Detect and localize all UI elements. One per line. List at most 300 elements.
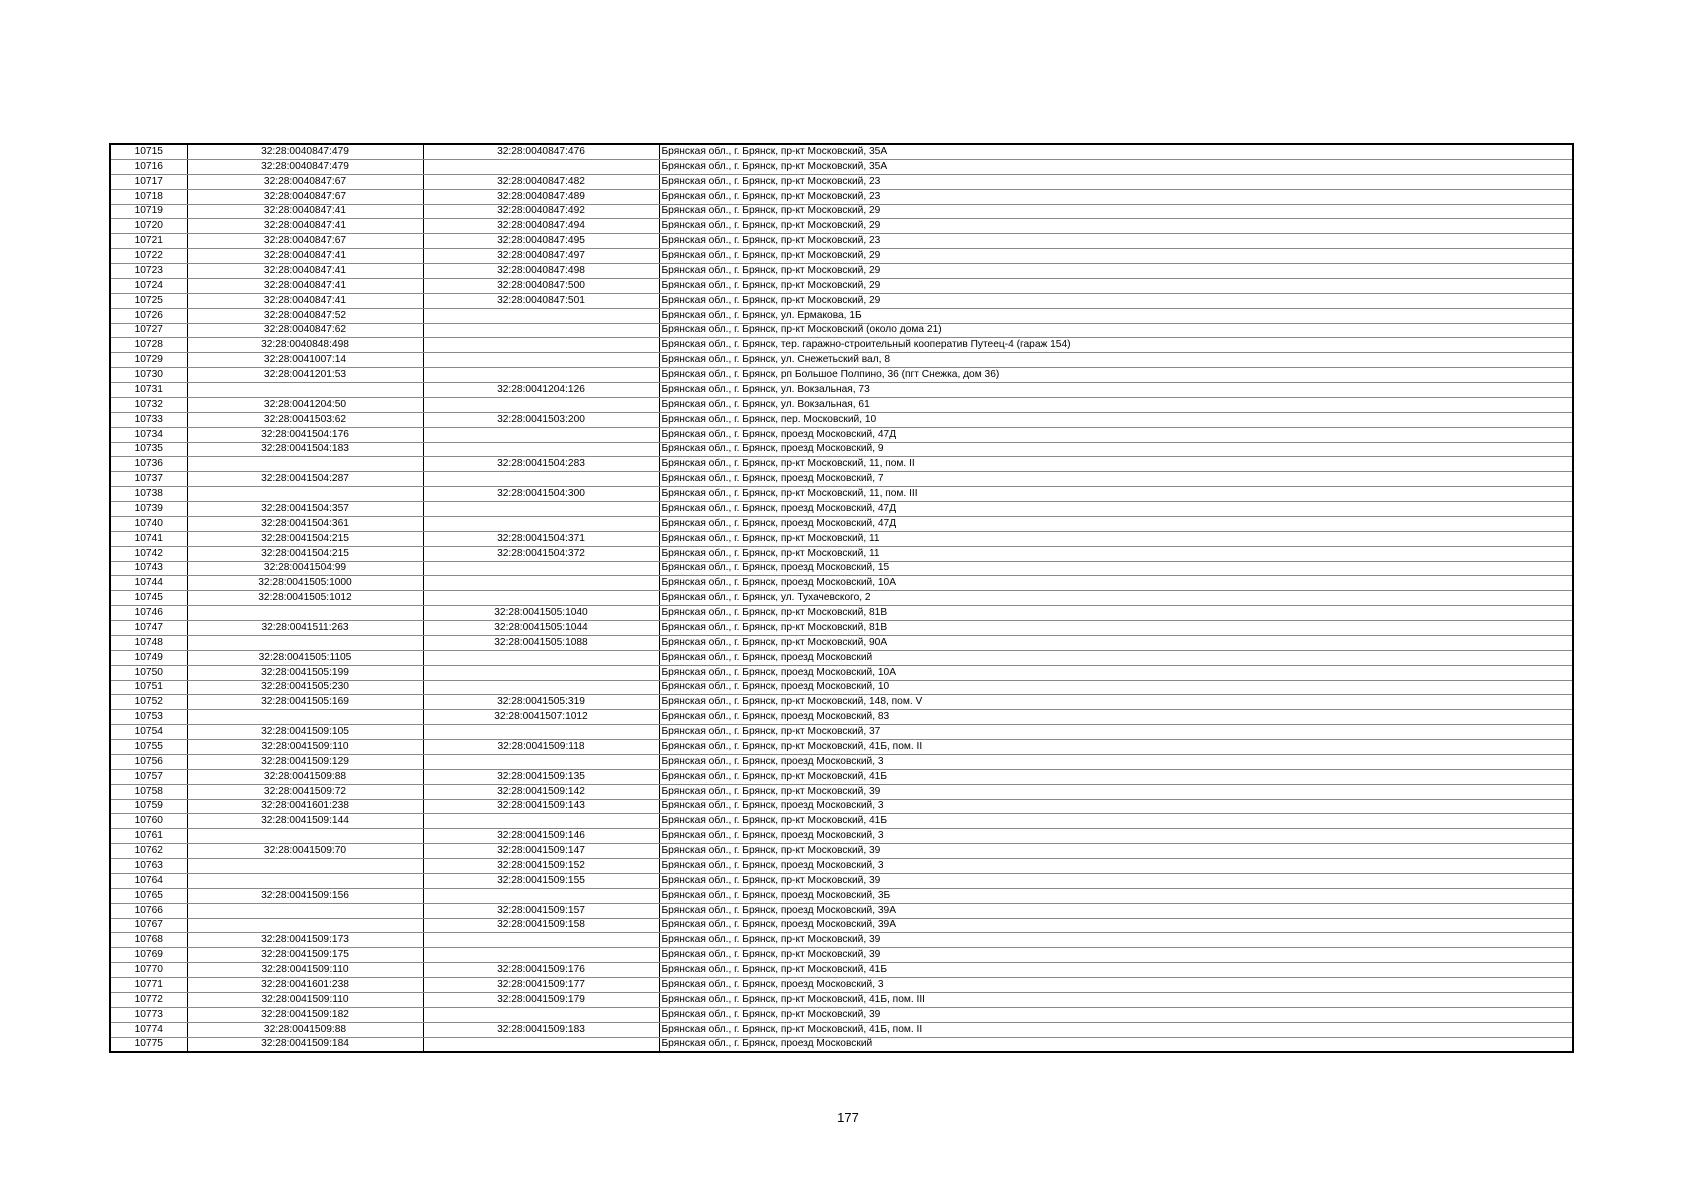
address-cell: Брянская обл., г. Брянск, проезд Московский	[659, 1037, 1573, 1052]
table-row	[110, 873, 1573, 888]
cadastral-number-object-cell: 32:28:0041509:143	[423, 799, 659, 814]
address-cell: Брянская обл., г. Брянск, пр-кт Московский, 41Б, пом. III	[659, 992, 1573, 1007]
cadastral-number-object-cell	[423, 933, 659, 948]
table-row	[110, 397, 1573, 412]
cadastral-number-parcel-cell: 32:28:0041509:156	[187, 888, 423, 903]
row-number-cell: 10771	[110, 978, 187, 993]
address-cell: Брянская обл., г. Брянск, пр-кт Московский, 11	[659, 546, 1573, 561]
address-cell: Брянская обл., г. Брянск, пр-кт Московский, 29	[659, 293, 1573, 308]
cadastral-number-object-cell: 32:28:0040847:500	[423, 278, 659, 293]
table-row	[110, 978, 1573, 993]
cadastral-number-object-cell: 32:28:0041509:155	[423, 873, 659, 888]
cadastral-number-parcel-cell	[187, 903, 423, 918]
table-row	[110, 948, 1573, 963]
cadastral-number-object-cell	[423, 650, 659, 665]
table-row	[110, 427, 1573, 442]
row-number-cell: 10729	[110, 353, 187, 368]
row-number-cell: 10731	[110, 383, 187, 398]
row-number-cell: 10742	[110, 546, 187, 561]
cadastral-number-parcel-cell: 32:28:0041509:144	[187, 814, 423, 829]
cadastral-number-object-cell	[423, 561, 659, 576]
table-row	[110, 308, 1573, 323]
table-row	[110, 784, 1573, 799]
cadastral-number-parcel-cell: 32:28:0040847:67	[187, 174, 423, 189]
table-row	[110, 621, 1573, 636]
table-row	[110, 546, 1573, 561]
table-row	[110, 1022, 1573, 1037]
cadastral-number-parcel-cell: 32:28:0041509:110	[187, 740, 423, 755]
cadastral-number-object-cell: 32:28:0041509:177	[423, 978, 659, 993]
cadastral-number-parcel-cell: 32:28:0040847:67	[187, 234, 423, 249]
cadastral-number-object-cell	[423, 397, 659, 412]
table-row	[110, 576, 1573, 591]
address-cell: Брянская обл., г. Брянск, ул. Снежетьский вал, 8	[659, 353, 1573, 368]
address-cell: Брянская обл., г. Брянск, проезд Московский, 10А	[659, 576, 1573, 591]
cadastral-number-parcel-cell: 32:28:0041504:183	[187, 442, 423, 457]
cadastral-number-parcel-cell: 32:28:0041509:129	[187, 754, 423, 769]
address-cell: Брянская обл., г. Брянск, пр-кт Московский (около дома 21)	[659, 323, 1573, 338]
address-cell: Брянская обл., г. Брянск, пр-кт Московский, 35А	[659, 144, 1573, 159]
cadastral-number-parcel-cell: 32:28:0040847:41	[187, 293, 423, 308]
table-row	[110, 487, 1573, 502]
address-cell: Брянская обл., г. Брянск, проезд Московский, 3Б	[659, 888, 1573, 903]
cadastral-number-object-cell: 32:28:0041504:300	[423, 487, 659, 502]
cadastral-number-object-cell	[423, 725, 659, 740]
table-row	[110, 799, 1573, 814]
cadastral-number-object-cell: 32:28:0041509:176	[423, 963, 659, 978]
row-number-cell: 10753	[110, 710, 187, 725]
cadastral-number-parcel-cell: 32:28:0040847:479	[187, 144, 423, 159]
row-number-cell: 10748	[110, 635, 187, 650]
row-number-cell: 10756	[110, 754, 187, 769]
table-row	[110, 695, 1573, 710]
cadastral-number-parcel-cell: 32:28:0041204:50	[187, 397, 423, 412]
registry-table-body	[110, 144, 1573, 1052]
cadastral-number-parcel-cell	[187, 457, 423, 472]
table-row	[110, 531, 1573, 546]
address-cell: Брянская обл., г. Брянск, ул. Тухачевского, 2	[659, 591, 1573, 606]
table-row	[110, 561, 1573, 576]
row-number-cell: 10774	[110, 1022, 187, 1037]
cadastral-number-object-cell	[423, 814, 659, 829]
table-row	[110, 502, 1573, 517]
cadastral-number-object-cell	[423, 1007, 659, 1022]
page-number: 177	[837, 1110, 859, 1125]
address-cell: Брянская обл., г. Брянск, проезд Московский, 83	[659, 710, 1573, 725]
cadastral-number-parcel-cell: 32:28:0040847:52	[187, 308, 423, 323]
cadastral-number-parcel-cell: 32:28:0040847:41	[187, 219, 423, 234]
address-cell: Брянская обл., г. Брянск, пр-кт Московский, 29	[659, 264, 1573, 279]
address-cell: Брянская обл., г. Брянск, пр-кт Московский, 41Б	[659, 963, 1573, 978]
address-cell: Брянская обл., г. Брянск, пр-кт Московский, 39	[659, 873, 1573, 888]
cadastral-number-parcel-cell: 32:28:0041504:361	[187, 516, 423, 531]
table-row	[110, 963, 1573, 978]
row-number-cell: 10773	[110, 1007, 187, 1022]
cadastral-number-object-cell: 32:28:0041509:147	[423, 844, 659, 859]
address-cell: Брянская обл., г. Брянск, проезд Московский, 10	[659, 680, 1573, 695]
address-cell: Брянская обл., г. Брянск, пр-кт Московский, 41Б	[659, 769, 1573, 784]
cadastral-number-object-cell: 32:28:0041504:283	[423, 457, 659, 472]
cadastral-number-object-cell: 32:28:0041505:1044	[423, 621, 659, 636]
row-number-cell: 10718	[110, 189, 187, 204]
table-row	[110, 249, 1573, 264]
address-cell: Брянская обл., г. Брянск, проезд Московский, 3	[659, 978, 1573, 993]
table-row	[110, 606, 1573, 621]
cadastral-number-object-cell: 32:28:0041505:1040	[423, 606, 659, 621]
row-number-cell: 10728	[110, 338, 187, 353]
cadastral-number-parcel-cell: 32:28:0041509:175	[187, 948, 423, 963]
cadastral-number-object-cell	[423, 308, 659, 323]
address-cell: Брянская обл., г. Брянск, ул. Вокзальная, 73	[659, 383, 1573, 398]
cadastral-number-parcel-cell: 32:28:0040847:41	[187, 249, 423, 264]
table-row	[110, 353, 1573, 368]
row-number-cell: 10765	[110, 888, 187, 903]
cadastral-number-parcel-cell	[187, 918, 423, 933]
cadastral-number-object-cell	[423, 353, 659, 368]
cadastral-number-parcel-cell: 32:28:0041505:1105	[187, 650, 423, 665]
address-cell: Брянская обл., г. Брянск, пр-кт Московский, 11, пом. II	[659, 457, 1573, 472]
cadastral-number-object-cell: 32:28:0040847:494	[423, 219, 659, 234]
table-row	[110, 144, 1573, 159]
table-row	[110, 278, 1573, 293]
row-number-cell: 10738	[110, 487, 187, 502]
row-number-cell: 10752	[110, 695, 187, 710]
row-number-cell: 10715	[110, 144, 187, 159]
table-row	[110, 710, 1573, 725]
cadastral-number-parcel-cell: 32:28:0041509:110	[187, 992, 423, 1007]
registry-table	[109, 143, 1574, 1053]
address-cell: Брянская обл., г. Брянск, проезд Московский, 47Д	[659, 502, 1573, 517]
row-number-cell: 10726	[110, 308, 187, 323]
table-row	[110, 204, 1573, 219]
cadastral-number-object-cell: 32:28:0041509:183	[423, 1022, 659, 1037]
cadastral-number-object-cell	[423, 472, 659, 487]
address-cell: Брянская обл., г. Брянск, проезд Московский, 9	[659, 442, 1573, 457]
cadastral-number-object-cell: 32:28:0041503:200	[423, 412, 659, 427]
row-number-cell: 10751	[110, 680, 187, 695]
address-cell: Брянская обл., г. Брянск, пр-кт Московский, 23	[659, 234, 1573, 249]
address-cell: Брянская обл., г. Брянск, проезд Московский, 3	[659, 799, 1573, 814]
row-number-cell: 10740	[110, 516, 187, 531]
cadastral-number-parcel-cell	[187, 487, 423, 502]
table-row	[110, 725, 1573, 740]
cadastral-number-parcel-cell: 32:28:0041504:287	[187, 472, 423, 487]
cadastral-number-object-cell: 32:28:0041509:118	[423, 740, 659, 755]
row-number-cell: 10749	[110, 650, 187, 665]
row-number-cell: 10763	[110, 859, 187, 874]
cadastral-number-parcel-cell: 32:28:0041601:238	[187, 799, 423, 814]
table-row	[110, 338, 1573, 353]
address-cell: Брянская обл., г. Брянск, пр-кт Московский, 148, пом. V	[659, 695, 1573, 710]
table-row	[110, 442, 1573, 457]
row-number-cell: 10744	[110, 576, 187, 591]
table-row	[110, 457, 1573, 472]
address-cell: Брянская обл., г. Брянск, пр-кт Московский, 29	[659, 249, 1573, 264]
cadastral-number-object-cell: 32:28:0040847:501	[423, 293, 659, 308]
address-cell: Брянская обл., г. Брянск, пр-кт Московский, 41Б, пом. II	[659, 740, 1573, 755]
cadastral-number-object-cell: 32:28:0041505:319	[423, 695, 659, 710]
address-cell: Брянская обл., г. Брянск, проезд Московский, 47Д	[659, 427, 1573, 442]
cadastral-number-object-cell: 32:28:0041504:372	[423, 546, 659, 561]
cadastral-number-parcel-cell: 32:28:0041504:215	[187, 531, 423, 546]
row-number-cell: 10732	[110, 397, 187, 412]
cadastral-number-object-cell	[423, 591, 659, 606]
cadastral-number-object-cell: 32:28:0041509:142	[423, 784, 659, 799]
address-cell: Брянская обл., г. Брянск, пр-кт Московский, 29	[659, 219, 1573, 234]
cadastral-number-parcel-cell: 32:28:0041504:176	[187, 427, 423, 442]
row-number-cell: 10723	[110, 264, 187, 279]
row-number-cell: 10754	[110, 725, 187, 740]
row-number-cell: 10721	[110, 234, 187, 249]
cadastral-number-parcel-cell: 32:28:0041505:230	[187, 680, 423, 695]
row-number-cell: 10743	[110, 561, 187, 576]
address-cell: Брянская обл., г. Брянск, проезд Московский, 39А	[659, 918, 1573, 933]
address-cell: Брянская обл., г. Брянск, проезд Московский, 3	[659, 829, 1573, 844]
table-row	[110, 174, 1573, 189]
cadastral-number-object-cell	[423, 442, 659, 457]
table-row	[110, 591, 1573, 606]
cadastral-number-parcel-cell: 32:28:0041503:62	[187, 412, 423, 427]
table-row	[110, 829, 1573, 844]
table-row	[110, 918, 1573, 933]
cadastral-number-object-cell: 32:28:0040847:482	[423, 174, 659, 189]
cadastral-number-parcel-cell: 32:28:0041505:169	[187, 695, 423, 710]
address-cell: Брянская обл., г. Брянск, проезд Московский, 3	[659, 859, 1573, 874]
cadastral-number-object-cell: 32:28:0040847:492	[423, 204, 659, 219]
cadastral-number-parcel-cell	[187, 606, 423, 621]
cadastral-number-parcel-cell	[187, 859, 423, 874]
table-row	[110, 903, 1573, 918]
cadastral-number-parcel-cell: 32:28:0040847:67	[187, 189, 423, 204]
cadastral-number-parcel-cell: 32:28:0040847:62	[187, 323, 423, 338]
row-number-cell: 10761	[110, 829, 187, 844]
address-cell: Брянская обл., г. Брянск, пр-кт Московский, 23	[659, 189, 1573, 204]
table-row	[110, 635, 1573, 650]
table-row	[110, 650, 1573, 665]
table-row	[110, 383, 1573, 398]
address-cell: Брянская обл., г. Брянск, пр-кт Московский, 39	[659, 948, 1573, 963]
cadastral-number-object-cell: 32:28:0040847:476	[423, 144, 659, 159]
table-row	[110, 680, 1573, 695]
row-number-cell: 10769	[110, 948, 187, 963]
table-row	[110, 754, 1573, 769]
cadastral-number-parcel-cell: 32:28:0040847:41	[187, 204, 423, 219]
cadastral-number-parcel-cell: 32:28:0041509:105	[187, 725, 423, 740]
cadastral-number-parcel-cell: 32:28:0040847:41	[187, 278, 423, 293]
address-cell: Брянская обл., г. Брянск, рп Большое Полпино, 36 (пгт Снежка, дом 36)	[659, 368, 1573, 383]
cadastral-number-parcel-cell: 32:28:0041201:53	[187, 368, 423, 383]
table-row	[110, 888, 1573, 903]
row-number-cell: 10764	[110, 873, 187, 888]
address-cell: Брянская обл., г. Брянск, пр-кт Московский, 37	[659, 725, 1573, 740]
cadastral-number-parcel-cell: 32:28:0040847:479	[187, 159, 423, 174]
row-number-cell: 10735	[110, 442, 187, 457]
row-number-cell: 10725	[110, 293, 187, 308]
cadastral-number-parcel-cell: 32:28:0041601:238	[187, 978, 423, 993]
table-row	[110, 769, 1573, 784]
address-cell: Брянская обл., г. Брянск, пр-кт Московский, 39	[659, 784, 1573, 799]
address-cell: Брянская обл., г. Брянск, пр-кт Московский, 11	[659, 531, 1573, 546]
cadastral-number-object-cell: 32:28:0041509:157	[423, 903, 659, 918]
row-number-cell: 10719	[110, 204, 187, 219]
row-number-cell: 10766	[110, 903, 187, 918]
cadastral-number-parcel-cell: 32:28:0041509:173	[187, 933, 423, 948]
row-number-cell: 10759	[110, 799, 187, 814]
cadastral-number-object-cell	[423, 159, 659, 174]
cadastral-number-parcel-cell	[187, 383, 423, 398]
cadastral-number-object-cell: 32:28:0041509:146	[423, 829, 659, 844]
table-row	[110, 516, 1573, 531]
address-cell: Брянская обл., г. Брянск, пр-кт Московский, 29	[659, 278, 1573, 293]
address-cell: Брянская обл., г. Брянск, пр-кт Московский, 11, пом. III	[659, 487, 1573, 502]
cadastral-number-object-cell	[423, 427, 659, 442]
cadastral-number-parcel-cell	[187, 873, 423, 888]
cadastral-number-object-cell	[423, 754, 659, 769]
cadastral-number-object-cell	[423, 888, 659, 903]
cadastral-number-parcel-cell: 32:28:0041505:1012	[187, 591, 423, 606]
row-number-cell: 10762	[110, 844, 187, 859]
cadastral-number-object-cell: 32:28:0041505:1088	[423, 635, 659, 650]
cadastral-number-object-cell: 32:28:0041507:1012	[423, 710, 659, 725]
row-number-cell: 10727	[110, 323, 187, 338]
table-row	[110, 740, 1573, 755]
cadastral-number-object-cell: 32:28:0040847:497	[423, 249, 659, 264]
row-number-cell: 10755	[110, 740, 187, 755]
cadastral-number-object-cell: 32:28:0041509:158	[423, 918, 659, 933]
address-cell: Брянская обл., г. Брянск, ул. Ермакова, 1Б	[659, 308, 1573, 323]
table-row	[110, 219, 1573, 234]
address-cell: Брянская обл., г. Брянск, пр-кт Московский, 23	[659, 174, 1573, 189]
address-cell: Брянская обл., г. Брянск, проезд Московский, 10А	[659, 665, 1573, 680]
table-row	[110, 189, 1573, 204]
address-cell: Брянская обл., г. Брянск, пр-кт Московский, 39	[659, 933, 1573, 948]
table-row	[110, 844, 1573, 859]
cadastral-number-object-cell: 32:28:0041204:126	[423, 383, 659, 398]
table-row	[110, 814, 1573, 829]
table-row	[110, 293, 1573, 308]
address-cell: Брянская обл., г. Брянск, проезд Московский, 3	[659, 754, 1573, 769]
table-row	[110, 159, 1573, 174]
cadastral-number-parcel-cell	[187, 710, 423, 725]
address-cell: Брянская обл., г. Брянск, проезд Московский, 39А	[659, 903, 1573, 918]
row-number-cell: 10760	[110, 814, 187, 829]
cadastral-number-object-cell: 32:28:0041504:371	[423, 531, 659, 546]
cadastral-number-parcel-cell: 32:28:0041509:88	[187, 769, 423, 784]
cadastral-number-parcel-cell: 32:28:0041007:14	[187, 353, 423, 368]
address-cell: Брянская обл., г. Брянск, проезд Московский, 15	[659, 561, 1573, 576]
cadastral-number-object-cell	[423, 1037, 659, 1052]
row-number-cell: 10772	[110, 992, 187, 1007]
row-number-cell: 10767	[110, 918, 187, 933]
address-cell: Брянская обл., г. Брянск, ул. Вокзальная, 61	[659, 397, 1573, 412]
cadastral-number-object-cell	[423, 516, 659, 531]
row-number-cell: 10733	[110, 412, 187, 427]
row-number-cell: 10746	[110, 606, 187, 621]
address-cell: Брянская обл., г. Брянск, тер. гаражно-строительный кооператив Путеец-4 (гараж 154)	[659, 338, 1573, 353]
address-cell: Брянская обл., г. Брянск, пр-кт Московский, 39	[659, 1007, 1573, 1022]
cadastral-number-parcel-cell: 32:28:0041504:357	[187, 502, 423, 517]
row-number-cell: 10739	[110, 502, 187, 517]
table-row	[110, 665, 1573, 680]
table-row	[110, 933, 1573, 948]
row-number-cell: 10768	[110, 933, 187, 948]
cadastral-number-object-cell	[423, 680, 659, 695]
address-cell: Брянская обл., г. Брянск, пр-кт Московский, 39	[659, 844, 1573, 859]
cadastral-number-parcel-cell: 32:28:0041509:88	[187, 1022, 423, 1037]
row-number-cell: 10757	[110, 769, 187, 784]
row-number-cell: 10736	[110, 457, 187, 472]
table-row	[110, 264, 1573, 279]
row-number-cell: 10758	[110, 784, 187, 799]
cadastral-number-parcel-cell: 32:28:0041505:1000	[187, 576, 423, 591]
cadastral-number-parcel-cell: 32:28:0041504:215	[187, 546, 423, 561]
table-row	[110, 234, 1573, 249]
cadastral-number-object-cell: 32:28:0041509:135	[423, 769, 659, 784]
row-number-cell: 10745	[110, 591, 187, 606]
table-row	[110, 1037, 1573, 1052]
cadastral-number-parcel-cell: 32:28:0041509:110	[187, 963, 423, 978]
cadastral-number-object-cell: 32:28:0040847:495	[423, 234, 659, 249]
cadastral-number-parcel-cell: 32:28:0041509:184	[187, 1037, 423, 1052]
cadastral-number-object-cell	[423, 338, 659, 353]
cadastral-number-parcel-cell: 32:28:0041504:99	[187, 561, 423, 576]
cadastral-number-object-cell	[423, 368, 659, 383]
cadastral-number-parcel-cell: 32:28:0041509:70	[187, 844, 423, 859]
cadastral-number-parcel-cell: 32:28:0040848:498	[187, 338, 423, 353]
table-row	[110, 412, 1573, 427]
table-row	[110, 368, 1573, 383]
cadastral-number-object-cell: 32:28:0040847:498	[423, 264, 659, 279]
cadastral-number-parcel-cell: 32:28:0041505:199	[187, 665, 423, 680]
table-row	[110, 1007, 1573, 1022]
row-number-cell: 10775	[110, 1037, 187, 1052]
address-cell: Брянская обл., г. Брянск, пр-кт Московский, 41Б, пом. II	[659, 1022, 1573, 1037]
row-number-cell: 10741	[110, 531, 187, 546]
table-row	[110, 323, 1573, 338]
row-number-cell: 10717	[110, 174, 187, 189]
cadastral-number-object-cell	[423, 323, 659, 338]
row-number-cell: 10722	[110, 249, 187, 264]
row-number-cell: 10750	[110, 665, 187, 680]
cadastral-number-object-cell	[423, 665, 659, 680]
table-row	[110, 992, 1573, 1007]
address-cell: Брянская обл., г. Брянск, пр-кт Московский, 29	[659, 204, 1573, 219]
address-cell: Брянская обл., г. Брянск, пр-кт Московский, 90А	[659, 635, 1573, 650]
cadastral-number-object-cell: 32:28:0041509:152	[423, 859, 659, 874]
address-cell: Брянская обл., г. Брянск, пр-кт Московский, 81В	[659, 621, 1573, 636]
row-number-cell: 10770	[110, 963, 187, 978]
table-row	[110, 472, 1573, 487]
row-number-cell: 10734	[110, 427, 187, 442]
row-number-cell: 10720	[110, 219, 187, 234]
cadastral-number-object-cell	[423, 948, 659, 963]
cadastral-number-parcel-cell: 32:28:0041509:72	[187, 784, 423, 799]
row-number-cell: 10724	[110, 278, 187, 293]
cadastral-number-object-cell: 32:28:0040847:489	[423, 189, 659, 204]
row-number-cell: 10730	[110, 368, 187, 383]
address-cell: Брянская обл., г. Брянск, проезд Московский, 7	[659, 472, 1573, 487]
address-cell: Брянская обл., г. Брянск, пер. Московский, 10	[659, 412, 1573, 427]
row-number-cell: 10737	[110, 472, 187, 487]
address-cell: Брянская обл., г. Брянск, проезд Московский	[659, 650, 1573, 665]
address-cell: Брянская обл., г. Брянск, пр-кт Московский, 81В	[659, 606, 1573, 621]
table-row	[110, 859, 1573, 874]
cadastral-number-object-cell: 32:28:0041509:179	[423, 992, 659, 1007]
cadastral-number-parcel-cell: 32:28:0041509:182	[187, 1007, 423, 1022]
cadastral-number-object-cell	[423, 502, 659, 517]
row-number-cell: 10747	[110, 621, 187, 636]
address-cell: Брянская обл., г. Брянск, пр-кт Московский, 41Б	[659, 814, 1573, 829]
